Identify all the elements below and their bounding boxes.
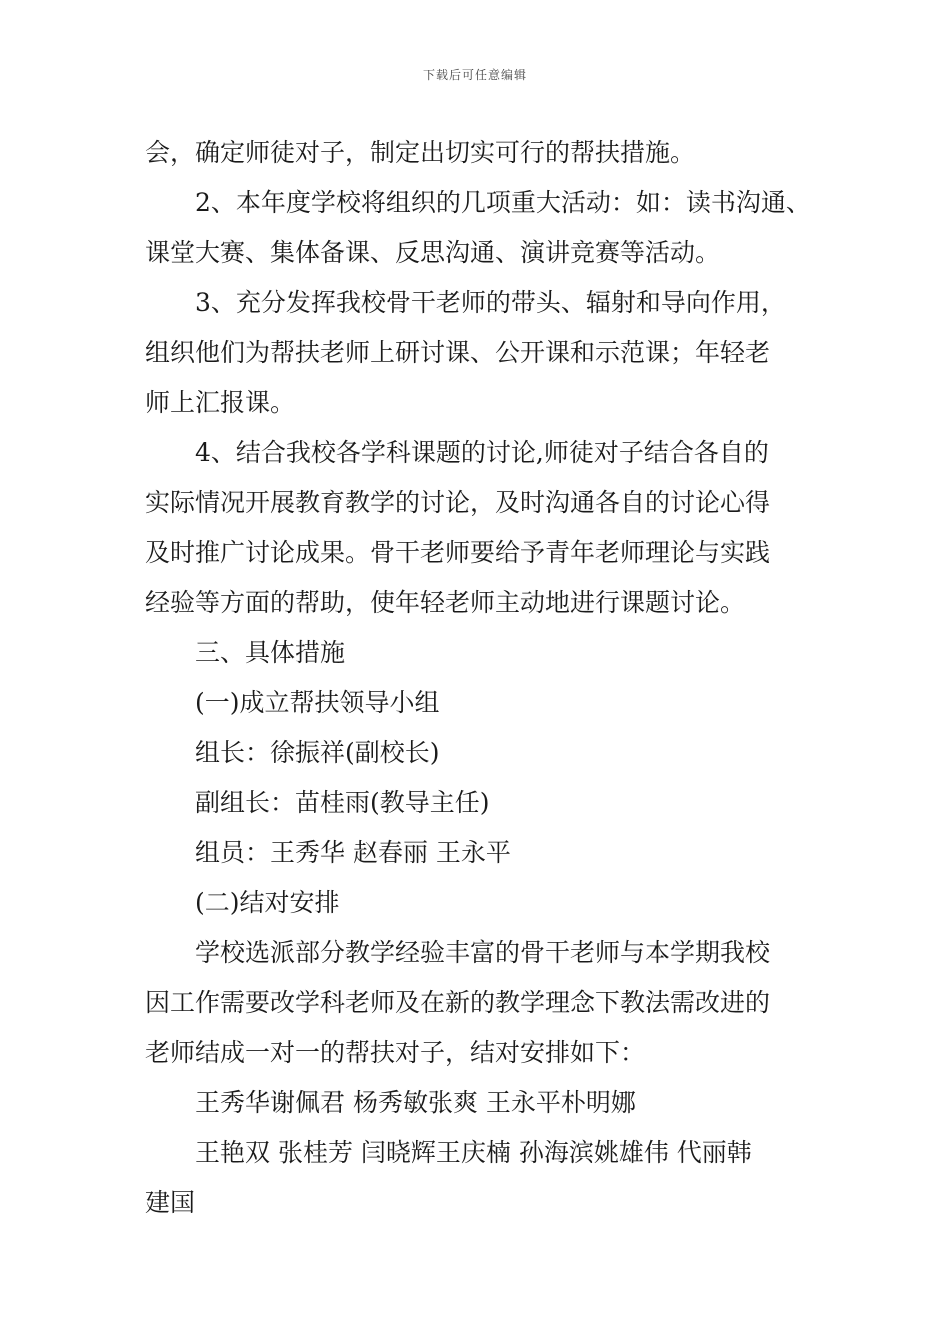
text-line: 组员：王秀华 赵春丽 王永平 (195, 838, 511, 867)
subsection-heading: (一)成立帮扶领导小组 (195, 688, 440, 717)
text-line: 4、结合我校各学科课题的讨论,师徒对子结合各自的 (195, 438, 769, 467)
text-line: 会，确定师徒对子，制定出切实可行的帮扶措施。 (145, 138, 696, 167)
text-line: 王秀华谢佩君 杨秀敏张爽 王永平朴明娜 (195, 1088, 636, 1117)
text-line: 师上汇报课。 (145, 388, 296, 417)
text-line: 及时推广讨论成果。骨干老师要给予青年老师理论与实践 (145, 538, 771, 567)
text-line: 老师结成一对一的帮扶对子，结对安排如下： (145, 1038, 646, 1067)
text-line: 实际情况开展教育教学的讨论，及时沟通各自的讨论心得 (145, 488, 771, 517)
text-line: 经验等方面的帮助，使年轻老师主动地进行课题讨论。 (145, 588, 746, 617)
text-line: 建国 (145, 1188, 196, 1217)
page-header: 下载后可任意编辑 (422, 68, 527, 82)
text-line: 学校选派部分教学经验丰富的骨干老师与本学期我校 (195, 938, 771, 967)
subsection-heading: (二)结对安排 (195, 888, 340, 917)
text-line: 课堂大赛、集体备课、反思沟通、演讲竞赛等活动。 (145, 238, 721, 267)
text-line: 副组长：苗桂雨(教导主任) (195, 788, 490, 817)
text-line: 因工作需要改学科老师及在新的教学理念下教法需改进的 (145, 988, 771, 1017)
text-line: 2、本年度学校将组织的几项重大活动：如：读书沟通、 (195, 188, 811, 217)
text-line: 组长：徐振祥(副校长) (195, 738, 440, 767)
section-heading: 三、具体措施 (195, 638, 346, 667)
text-line: 组织他们为帮扶老师上研讨课、公开课和示范课；年轻老 (145, 338, 771, 367)
document-body (145, 128, 815, 1228)
text-line: 王艳双 张桂芳 闫晓辉王庆楠 孙海滨姚雄伟 代丽韩 (195, 1138, 752, 1167)
text-line: 3、充分发挥我校骨干老师的带头、辐射和导向作用， (195, 288, 786, 317)
